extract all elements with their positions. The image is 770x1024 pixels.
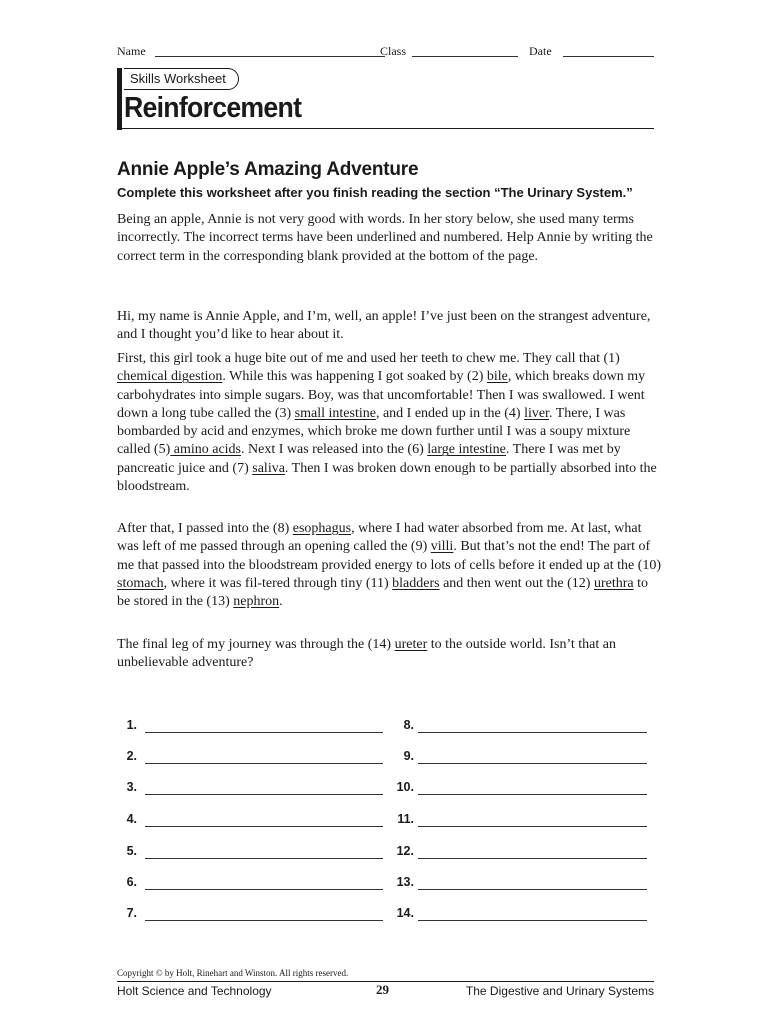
term-10: stomach [117,575,164,591]
answer-row-4 [117,812,387,832]
term-12: urethra [593,575,634,591]
answer-number: 10. [396,780,414,794]
answer-blank-4[interactable] [145,826,383,827]
answer-number: 14. [396,906,414,920]
copyright-notice: Copyright © by Holt, Rinehart and Winston. All rights reserved. [117,968,349,978]
answer-row-10 [386,780,651,800]
answer-number: 9. [403,749,414,763]
answer-row-8 [386,718,651,738]
answer-number: 4. [126,812,137,826]
answer-row-9 [386,749,651,769]
answer-blank-2[interactable] [145,763,383,764]
answer-blank-6[interactable] [145,889,383,890]
answer-row-3 [117,780,387,800]
term-8: esophagus [292,521,352,536]
term-13: nephron [233,594,280,610]
answer-row-13 [386,875,651,895]
answer-blank-8[interactable] [418,732,647,733]
answer-row-14 [386,906,651,926]
term-2: bile [486,369,508,385]
page-number: 29 [376,982,389,997]
answer-blank-13[interactable] [418,889,647,890]
answer-number: 11. [397,812,414,826]
story-paragraph-2: First, this girl took a huge bite out of me and used her teeth to chew me. They call that (1) chemical digestion. While this was happening I got soaked by (2) bile, which breaks down my carbohydrates into simple sugars. Boy, was that uncomfortable! Then I was swallowed. I went down a long tube called the (3) small intestine, and I ended up in the (4) liver. There, I was bombarded by acid and enzymes, which broke me down further until I was a soupy mixture called (5) amino acids. Next I was released into the (6) large intestine. There I was met by pancreatic juice and (7) saliva. Then I was broken down enough to be partially absorbed into the bloodstream. [117,351,657,495]
class-field[interactable] [412,56,518,57]
page-title: Reinforcement [124,92,302,124]
answer-blank-1[interactable] [145,732,383,733]
answer-blank-11[interactable] [418,826,647,827]
answer-number: 8. [403,718,414,732]
answer-number: 5. [126,844,137,858]
name-label: Name [117,44,146,58]
story-paragraph-1: Hi, my name is Annie Apple, and I’m, well, an apple! I’ve just been on the strangest adventure, and I thought you’d like to hear about it. [117,309,651,343]
worksheet-instruction: Complete this worksheet after you finish reading the section “The Urinary System.” [117,185,633,200]
answer-blank-5[interactable] [145,858,383,859]
answer-row-5 [117,844,387,864]
answer-row-7 [117,906,387,926]
term-11: bladders [392,575,440,591]
story-paragraph-4: The final leg of my journey was through the (14) ureter to the outside world. Isn’t that an unbelievable adventure? [117,637,616,671]
story-paragraph-3: After that, I passed into the (8) esophagus, where I had water absorbed from me. At last, what was left of me passed through an opening called the (9) villi. But that’s not the end! The part of me that passed into the bloodstream provided energy to lots of cells before it ended up at the (10) stomach, where it was fil-tered through tiny (11) bladders and then went out the (12) urethra to be stored in the (13) nephron. [117,521,662,610]
name-field[interactable] [155,56,385,57]
term-5: amino acids [170,442,242,458]
answer-blank-7[interactable] [145,920,383,921]
term-14: ureter [394,637,428,652]
answer-number: 12. [396,844,414,858]
header-accent-bar [117,68,122,130]
answer-blank-10[interactable] [418,794,647,795]
answer-blank-12[interactable] [418,858,647,859]
footer-chapter-title: The Digestive and Urinary Systems [465,984,654,998]
term-6: large intestine [427,442,506,458]
answer-number: 2. [126,749,137,763]
answer-row-12 [386,844,651,864]
term-7: saliva [252,460,285,476]
answer-row-11 [386,812,651,832]
skills-worksheet-tag: Skills Worksheet [124,68,239,90]
term-3: small intestine [294,405,376,421]
term-9: villi [430,539,454,555]
date-label: Date [529,44,552,58]
header-divider [117,128,654,129]
footer-book-title: Holt Science and Technology [117,984,272,998]
answer-row-1 [117,718,387,738]
class-label: Class [380,44,407,58]
term-1: chemical digestion [117,369,223,385]
intro-paragraph: Being an apple, Annie is not very good with words. In her story below, she used many terms incorrectly. The incorrect terms have been underlined and numbered. Help Annie by writing the correct term in the corresponding blank provided at the bottom of the page. [117,212,653,264]
answer-blank-3[interactable] [145,794,383,795]
answer-number: 3. [126,780,137,794]
answer-blank-9[interactable] [418,763,647,764]
answer-number: 6. [126,875,137,889]
answer-number: 13. [396,875,414,889]
answer-row-2 [117,749,387,769]
worksheet-title: Annie Apple’s Amazing Adventure [117,159,419,180]
term-4: liver [524,405,549,421]
answer-number: 1. [126,718,137,732]
answer-blank-14[interactable] [418,920,647,921]
answer-number: 7. [126,906,137,920]
student-info-line [117,44,654,60]
answer-row-6 [117,875,387,895]
date-field[interactable] [563,56,654,57]
